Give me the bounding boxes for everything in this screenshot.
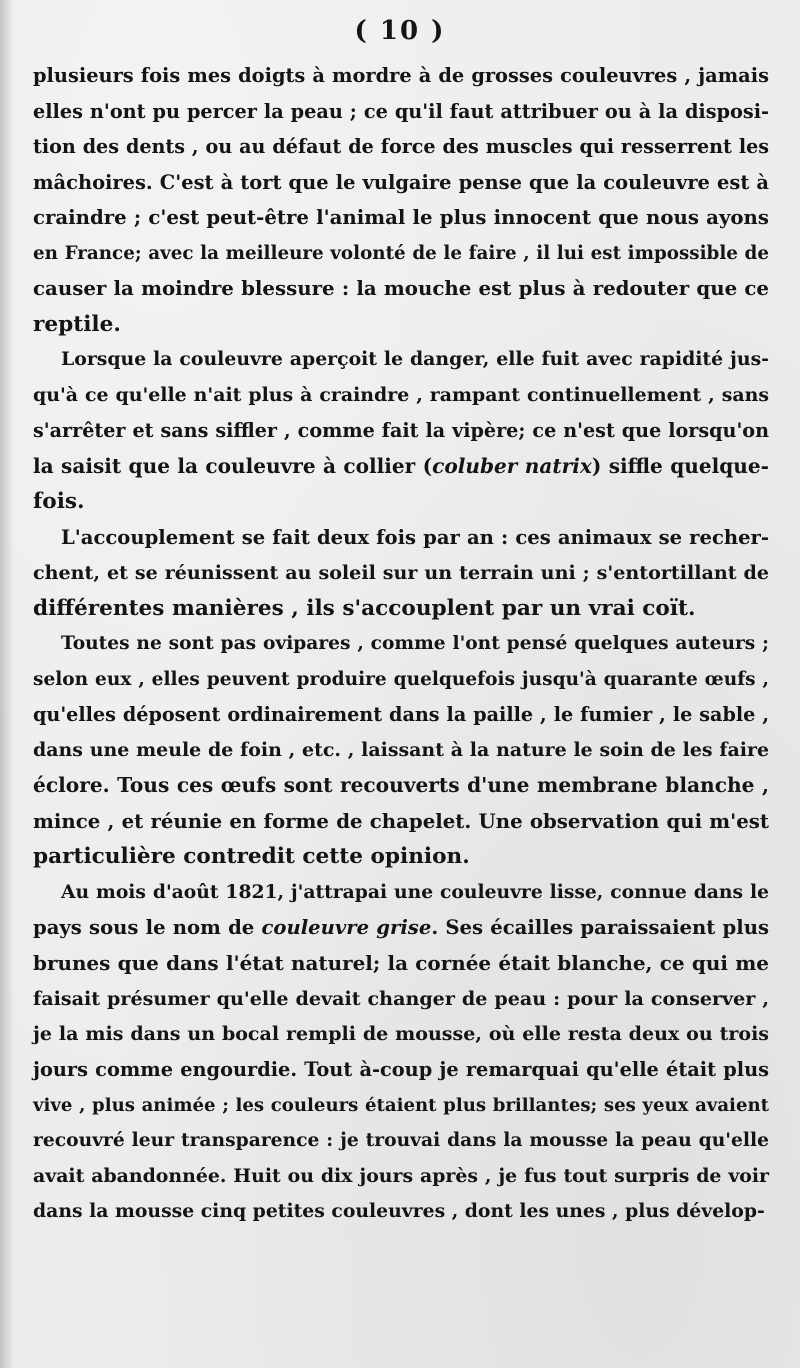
- text-line: brunes que dans l'état naturel; la cornée était blanche, ce qui me: [33, 950, 769, 975]
- text-line: plusieurs fois mes doigts à mordre à de grosses couleuvres , jamais: [33, 64, 769, 87]
- text-line: différentes manières , ils s'accouplent par un vrai coït.: [33, 595, 696, 621]
- text-line: mince , et réunie en forme de chapelet. Une observation qui m'est: [33, 808, 769, 833]
- text-line: pays sous le nom de couleuvre grise. Ses écailles paraissaient plus: [33, 916, 769, 939]
- text-line: causer la moindre blessure : la mouche est plus à redouter que ce: [33, 276, 769, 300]
- text-line: jours comme engourdie. Tout à-coup je remarquai qu'elle était plus: [33, 1058, 769, 1081]
- text-line: mâchoires. C'est à tort que le vulgaire pense que la couleuvre est à: [33, 170, 769, 194]
- text-line: Lorsque la couleuvre aperçoit le danger, elle fuit avec rapidité jus-: [61, 348, 769, 370]
- text-line: qu'elles déposent ordinairement dans la paille , le fumier , le sable ,: [33, 703, 769, 726]
- text-line: fois.: [33, 489, 85, 514]
- text-line: dans une meule de foin , etc. , laissant à la nature le soin de les faire: [33, 738, 769, 761]
- text-line: qu'à ce qu'elle n'ait plus à craindre , rampant continuellement , sans: [33, 383, 769, 406]
- text-line: dans la mousse cinq petites couleuvres , dont les unes , plus dévelop-: [33, 1200, 765, 1222]
- text-line: je la mis dans un bocal rempli de mousse, où elle resta deux ou trois: [33, 1022, 769, 1045]
- text-line: selon eux , elles peuvent produire quelquefois jusqu'à quarante œufs ,: [33, 668, 769, 690]
- paragraph: [33, 342, 769, 520]
- paragraph: [33, 520, 769, 627]
- text-line: particulière contredit cette opinion.: [33, 844, 470, 869]
- text-line: en France; avec la meilleure volonté de le faire , il lui est impossible de: [33, 242, 769, 264]
- text-line: craindre ; c'est peut-être l'animal le plus innocent que nous ayons: [33, 205, 769, 229]
- text-line: reptile.: [33, 311, 121, 337]
- text-line: tion des dents , ou au défaut de force des muscles qui resserrent les: [33, 135, 769, 158]
- text-line: avait abandonnée. Huit ou dix jours après , je fus tout surpris de voir: [33, 1164, 769, 1187]
- text-line: s'arrêter et sans siffler , comme fait la vipère; ce n'est que lorsqu'on: [33, 419, 769, 442]
- text-line: recouvré leur transparence : je trouvai dans la mousse la peau qu'elle: [33, 1129, 769, 1151]
- paragraph: [33, 58, 769, 342]
- italic-term: couleuvre grise: [261, 916, 432, 939]
- italic-term: coluber natrix: [432, 453, 592, 478]
- text-line: chent, et se réunissent au soleil sur un terrain uni ; s'entortillant de: [33, 561, 769, 584]
- text-line: elles n'ont pu percer la peau ; ce qu'il faut attribuer ou à la disposi-: [33, 99, 769, 123]
- text-line: L'accouplement se fait deux fois par an : ces animaux se recher-: [61, 525, 769, 549]
- text-line: Toutes ne sont pas ovipares , comme l'ont pensé quelques auteurs ;: [61, 633, 769, 654]
- text-line: vive , plus animée ; les couleurs étaient plus brillantes; ses yeux avaient: [33, 1094, 769, 1116]
- paragraph: [33, 626, 769, 875]
- text-line: Au mois d'août 1821, j'attrapai une couleuvre lisse, connue dans le: [61, 880, 769, 903]
- body-text: [33, 58, 769, 1230]
- text-line: la saisit que la couleuvre à collier (coluber natrix) siffle quelque-: [33, 453, 769, 478]
- text-line: faisait présumer qu'elle devait changer de peau : pour la conserver ,: [33, 987, 769, 1010]
- page-number: ( 10 ): [354, 16, 446, 46]
- paragraph: [33, 875, 769, 1230]
- text-line: éclore. Tous ces œufs sont recouverts d'une membrane blanche ,: [33, 773, 769, 797]
